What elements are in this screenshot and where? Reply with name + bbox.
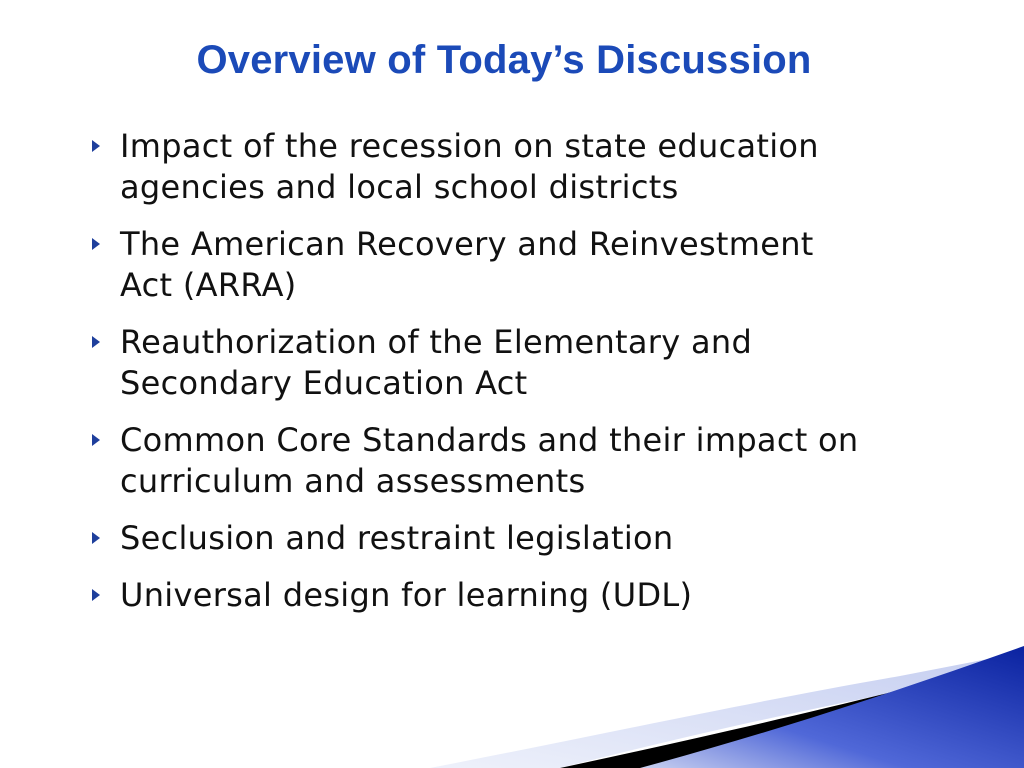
bullet-line: curriculum and assessments: [120, 462, 586, 500]
bullet-line: Universal design for learning (UDL): [120, 576, 693, 614]
bullet-line: Act (ARRA): [120, 266, 297, 304]
bullet-line: Seclusion and restraint legislation: [120, 519, 674, 557]
bullet-line: agencies and local school districts: [120, 168, 679, 206]
bullet-line: The American Recovery and Reinvestment: [120, 225, 814, 263]
bullet-line: Impact of the recession on state education: [120, 127, 819, 165]
bullet-line: Reauthorization of the Elementary and: [120, 323, 753, 361]
bullet-line: Secondary Education Act: [120, 364, 528, 402]
bullet-line: Common Core Standards and their impact on: [120, 421, 859, 459]
slide-title: Overview of Today’s Discussion: [196, 38, 812, 82]
